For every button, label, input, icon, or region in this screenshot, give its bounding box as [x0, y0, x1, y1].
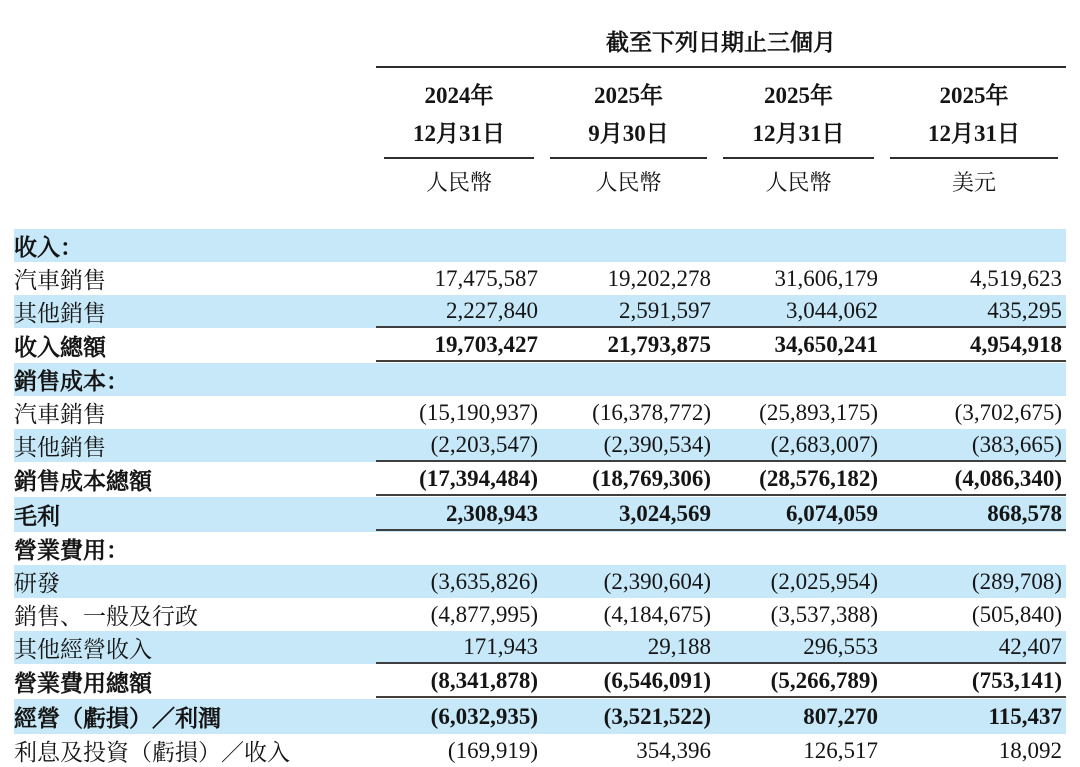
period-title: 截至下列日期止三個月	[376, 24, 1066, 67]
cell-value: (3,702,675)	[954, 399, 1062, 425]
cell-value: 31,606,179	[774, 265, 878, 291]
cell-value: 19,202,278	[607, 265, 711, 291]
cell-value: 34,650,241	[715, 330, 882, 362]
cell-value: 2,308,943	[376, 499, 542, 531]
column-header-4	[882, 67, 1066, 199]
cell-value	[882, 547, 1066, 550]
row-label: 收入總額	[14, 335, 106, 360]
cell-value: 2,591,597	[542, 296, 715, 328]
row-label: 銷售成本：	[14, 369, 129, 394]
column-header-3	[715, 67, 882, 199]
table-row-vehicle-sales	[14, 262, 1066, 295]
cell-value	[715, 378, 882, 381]
cell-value	[542, 378, 715, 381]
cell-value	[882, 244, 1066, 247]
cell-value: (5,266,789)	[715, 666, 882, 698]
table-header-columns-row	[14, 67, 1066, 199]
cell-value	[715, 547, 882, 550]
cell-value: (2,390,604)	[603, 568, 711, 594]
cell-value: 354,396	[636, 737, 711, 763]
row-label: 營業費用：	[14, 538, 129, 563]
cell-value	[882, 378, 1066, 381]
row-label: 毛利	[14, 504, 60, 529]
date-label: 12月31日	[890, 112, 1058, 159]
table-row-total-cost-of-sales	[14, 462, 1066, 497]
cell-value: 3,044,062	[715, 296, 882, 328]
table-row-other-operating-income	[14, 631, 1066, 664]
cell-value: 17,475,587	[434, 265, 538, 291]
table-row-sga	[14, 598, 1066, 631]
table-row-vehicle-cost	[14, 396, 1066, 429]
cell-value: (3,521,522)	[603, 703, 711, 729]
row-label: 利息及投資（虧損）／收入	[14, 740, 290, 765]
currency-label: 美元	[951, 170, 996, 195]
cell-value: (17,394,484)	[376, 464, 542, 496]
table-row-interest-investment-income	[14, 734, 1066, 767]
table-row-other-cost	[14, 429, 1066, 462]
cell-value: (2,683,007)	[715, 430, 882, 462]
cell-value: 435,295	[882, 296, 1066, 328]
cell-value: (4,086,340)	[882, 464, 1066, 496]
cell-value: 807,270	[803, 703, 878, 729]
cell-value: (6,032,935)	[430, 703, 538, 729]
cell-value	[376, 547, 542, 550]
income-statement-table	[14, 24, 1066, 767]
cell-value: (15,190,937)	[419, 399, 538, 425]
cell-value: (383,665)	[882, 430, 1066, 462]
cell-value: 171,943	[376, 632, 542, 664]
cell-value: (6,546,091)	[542, 666, 715, 698]
column-header-1	[376, 67, 542, 199]
cell-value: (28,576,182)	[715, 464, 882, 496]
cell-value: (4,184,675)	[603, 601, 711, 627]
row-label: 銷售成本總額	[14, 469, 152, 494]
cell-value: (289,708)	[971, 568, 1062, 594]
cell-value: (2,025,954)	[770, 568, 878, 594]
row-label: 其他銷售	[14, 435, 106, 460]
row-label: 汽車銷售	[14, 402, 106, 427]
year-label: 2025年	[764, 83, 833, 108]
cell-value: 18,092	[998, 737, 1062, 763]
header-spacer-cell	[14, 24, 376, 67]
table-row-operating-loss-profit	[14, 699, 1066, 734]
cell-value: (505,840)	[971, 601, 1062, 627]
date-label: 12月31日	[384, 112, 534, 159]
cell-value: 21,793,875	[542, 330, 715, 362]
row-label: 銷售、一般及行政	[14, 604, 198, 629]
column-header-2	[542, 67, 715, 199]
table-row-total-revenue	[14, 328, 1066, 363]
date-label: 9月30日	[550, 112, 707, 159]
table-row-section-cost-of-sales	[14, 363, 1066, 396]
currency-label: 人民幣	[765, 170, 832, 195]
row-label: 其他銷售	[14, 301, 106, 326]
cell-value	[376, 378, 542, 381]
currency-label: 人民幣	[425, 170, 492, 195]
cell-value	[542, 547, 715, 550]
cell-value: (753,141)	[882, 666, 1066, 698]
cell-value: 19,703,427	[376, 330, 542, 362]
table-row-rd	[14, 565, 1066, 598]
currency-label: 人民幣	[595, 170, 662, 195]
row-label: 研發	[14, 571, 60, 596]
cell-value	[542, 244, 715, 247]
cell-value: 6,074,059	[715, 499, 882, 531]
row-label: 其他經營收入	[14, 637, 152, 662]
date-label: 12月31日	[723, 112, 874, 159]
year-label: 2025年	[594, 83, 663, 108]
table-row-section-operating-expenses	[14, 532, 1066, 565]
row-label: 汽車銷售	[14, 268, 106, 293]
table-header-title-row	[14, 24, 1066, 67]
row-label: 收入：	[14, 235, 83, 260]
header-body-gap	[14, 199, 1066, 229]
year-label: 2024年	[424, 83, 494, 108]
header-spacer-cell	[14, 67, 376, 199]
cell-value: (4,877,995)	[430, 601, 538, 627]
row-label: 經營（虧損）／利潤	[14, 706, 221, 731]
cell-value	[715, 244, 882, 247]
cell-value: (18,769,306)	[542, 464, 715, 496]
cell-value: 4,519,623	[970, 265, 1062, 291]
table-row-section-revenue	[14, 229, 1066, 262]
table-row-other-sales	[14, 295, 1066, 328]
cell-value: 42,407	[882, 632, 1066, 664]
cell-value: 296,553	[715, 632, 882, 664]
table-row-gross-profit	[14, 497, 1066, 532]
cell-value: (16,378,772)	[592, 399, 711, 425]
cell-value: (2,390,534)	[542, 430, 715, 462]
cell-value: (2,203,547)	[376, 430, 542, 462]
cell-value: (3,635,826)	[430, 568, 538, 594]
cell-value: (169,919)	[447, 737, 538, 763]
row-label: 營業費用總額	[14, 671, 152, 696]
cell-value: 115,437	[988, 703, 1062, 729]
cell-value: 126,517	[803, 737, 878, 763]
cell-value: 868,578	[882, 499, 1066, 531]
year-label: 2025年	[939, 83, 1009, 108]
cell-value: 3,024,569	[542, 499, 715, 531]
cell-value	[376, 244, 542, 247]
cell-value: 29,188	[542, 632, 715, 664]
cell-value: (8,341,878)	[376, 666, 542, 698]
cell-value: (25,893,175)	[759, 399, 878, 425]
table-row-total-operating-expenses	[14, 664, 1066, 699]
cell-value: 2,227,840	[376, 296, 542, 328]
cell-value: 4,954,918	[882, 330, 1066, 362]
cell-value: (3,537,388)	[770, 601, 878, 627]
